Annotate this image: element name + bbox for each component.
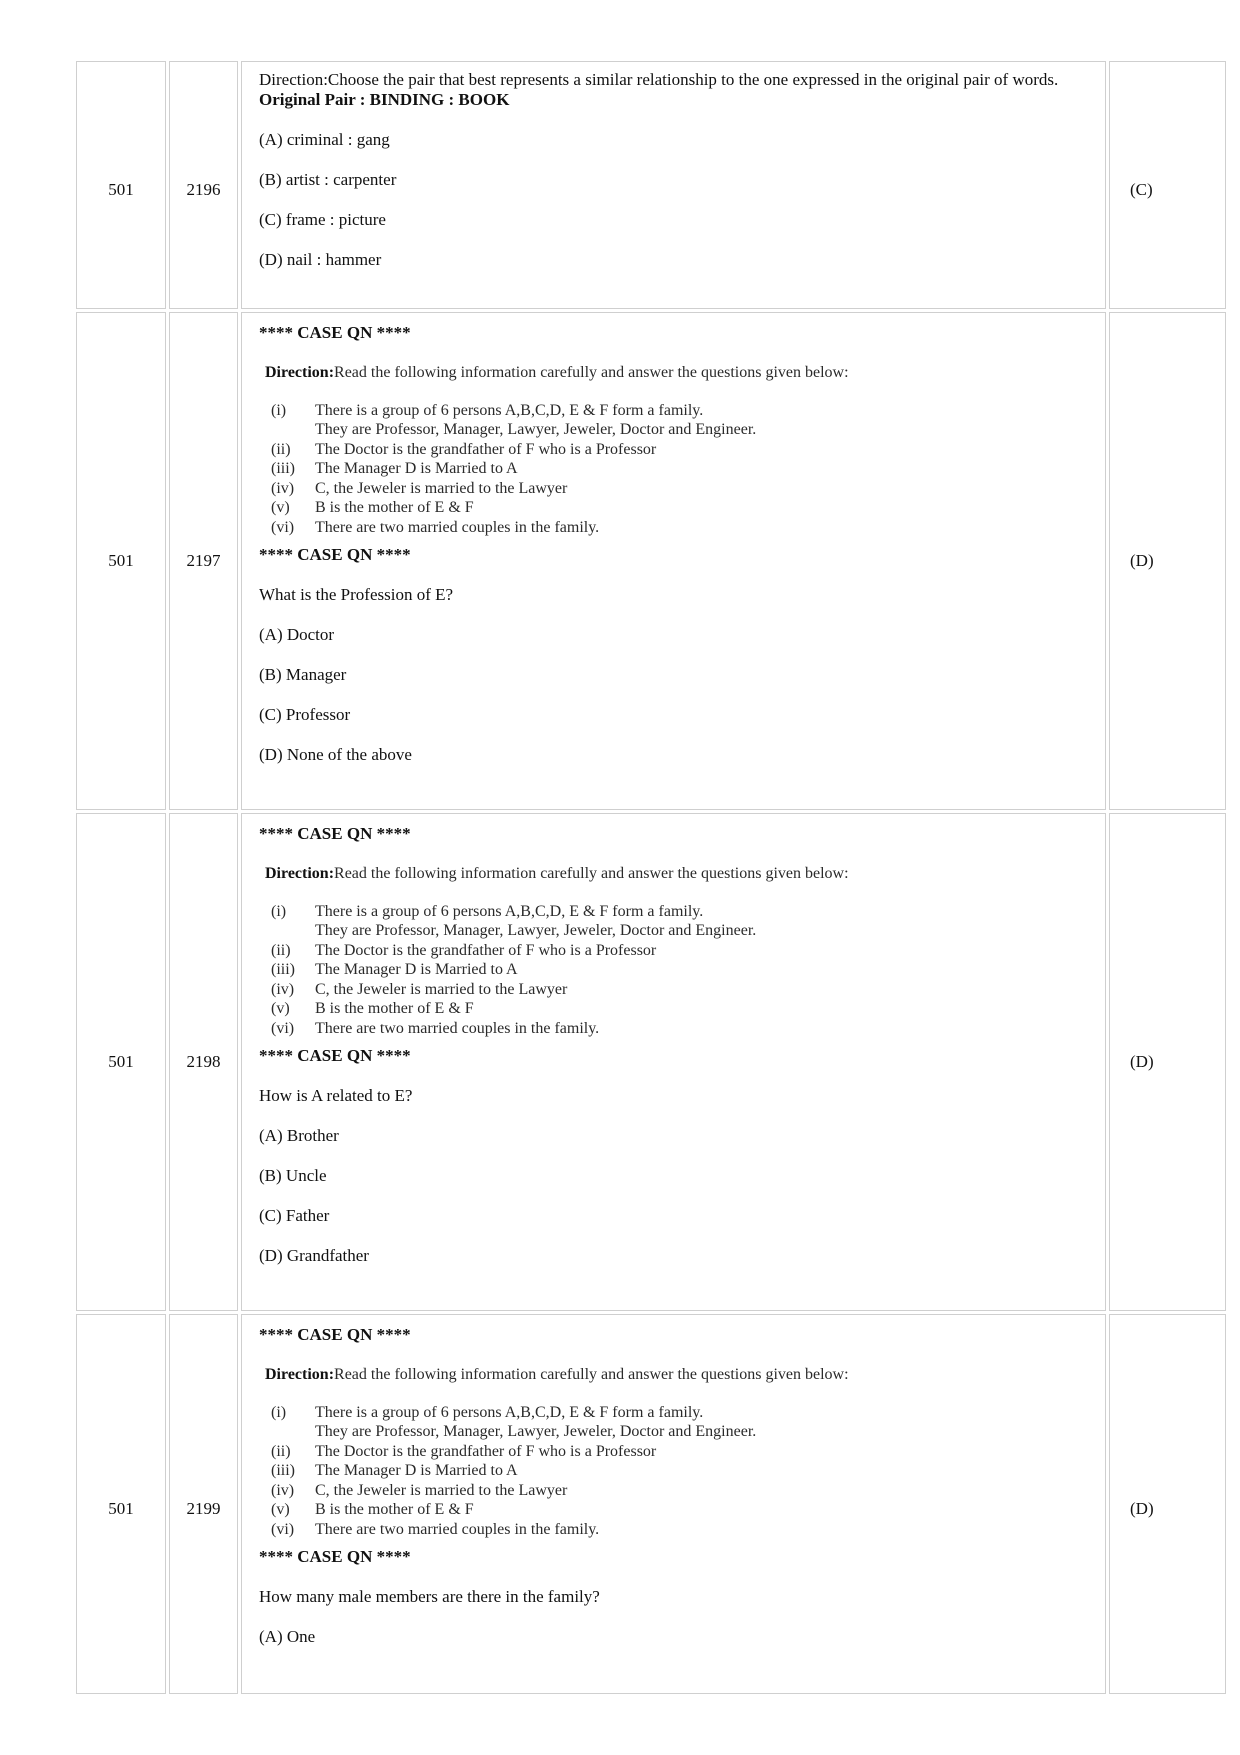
table-row bbox=[76, 61, 1226, 309]
option-b: (B) Manager bbox=[259, 665, 347, 684]
paper-code-cell: 501 bbox=[76, 813, 166, 1311]
option-a: (A) One bbox=[259, 1627, 316, 1646]
option-c: (C) Father bbox=[259, 1206, 330, 1225]
question-cell bbox=[241, 1314, 1106, 1694]
option-a: (A) Brother bbox=[259, 1126, 339, 1145]
case-info-block bbox=[265, 864, 1091, 1038]
option-b: (B) artist : carpenter bbox=[259, 170, 397, 189]
case-marker-start: **** CASE QN **** bbox=[259, 323, 411, 342]
table-row bbox=[76, 1314, 1226, 1694]
list-item: (vi) There are two married couples in the family. bbox=[271, 1019, 600, 1037]
option-c: (C) frame : picture bbox=[259, 210, 386, 229]
list-item: (v) B is the mother of E & F bbox=[271, 1501, 474, 1518]
list-item: (iii) The Manager D is Married to A bbox=[271, 460, 518, 477]
case-marker-end: **** CASE QN **** bbox=[259, 545, 411, 564]
question-id-cell: 2196 bbox=[169, 61, 238, 309]
list-item: (iii) The Manager D is Married to A bbox=[271, 1462, 518, 1479]
question-cell bbox=[241, 61, 1106, 309]
list-item: (v) B is the mother of E & F bbox=[271, 1000, 474, 1017]
list-item: (i) There is a group of 6 persons A,B,C,D, E & F form a family. bbox=[271, 1403, 704, 1421]
answer-cell: (D) bbox=[1109, 1314, 1226, 1694]
case-direction: Direction:Read the following information carefully and answer the questions given below: bbox=[265, 364, 849, 381]
list-item: They are Professor, Manager, Lawyer, Jeweler, Doctor and Engineer. bbox=[315, 922, 757, 939]
case-direction: Direction:Read the following information carefully and answer the questions given below: bbox=[265, 1366, 849, 1383]
question-cell bbox=[241, 813, 1106, 1311]
list-item: They are Professor, Manager, Lawyer, Jeweler, Doctor and Engineer. bbox=[315, 421, 757, 438]
case-info-block bbox=[265, 363, 1091, 537]
table-row bbox=[76, 312, 1226, 810]
question-id-cell: 2197 bbox=[169, 312, 238, 810]
question-stem: How is A related to E? bbox=[259, 1086, 413, 1105]
question-id-cell: 2199 bbox=[169, 1314, 238, 1694]
case-direction: Direction:Read the following information carefully and answer the questions given below: bbox=[265, 865, 849, 882]
list-item: (vi) There are two married couples in the family. bbox=[271, 518, 600, 536]
list-item: (ii) The Doctor is the grandfather of F who is a Professor bbox=[271, 440, 657, 458]
answer-cell: (D) bbox=[1109, 813, 1226, 1311]
option-d: (D) None of the above bbox=[259, 745, 412, 764]
list-item: (iv) C, the Jeweler is married to the Lawyer bbox=[271, 980, 568, 998]
question-cell bbox=[241, 312, 1106, 810]
paper-code-cell: 501 bbox=[76, 312, 166, 810]
option-d: (D) nail : hammer bbox=[259, 250, 382, 269]
table-row bbox=[76, 813, 1226, 1311]
option-b: (B) Uncle bbox=[259, 1166, 327, 1185]
list-item: (iii) The Manager D is Married to A bbox=[271, 961, 518, 978]
case-info-block bbox=[265, 1365, 1091, 1539]
case-info-list bbox=[265, 1403, 1091, 1540]
question-stem: What is the Profession of E? bbox=[259, 585, 454, 604]
case-marker-end: **** CASE QN **** bbox=[259, 1547, 411, 1566]
option-a: (A) Doctor bbox=[259, 625, 335, 644]
list-item: (v) B is the mother of E & F bbox=[271, 499, 474, 516]
list-item: (iv) C, the Jeweler is married to the Lawyer bbox=[271, 1481, 568, 1499]
paper-code-cell: 501 bbox=[76, 1314, 166, 1694]
case-info-list bbox=[265, 401, 1091, 538]
original-pair: Original Pair : BINDING : BOOK bbox=[259, 90, 510, 109]
case-marker-start: **** CASE QN **** bbox=[259, 824, 411, 843]
question-stem: How many male members are there in the family? bbox=[259, 1587, 600, 1606]
paper-code-cell: 501 bbox=[76, 61, 166, 309]
list-item: (i) There is a group of 6 persons A,B,C,D, E & F form a family. bbox=[271, 902, 704, 920]
option-d: (D) Grandfather bbox=[259, 1246, 369, 1265]
list-item: (ii) The Doctor is the grandfather of F who is a Professor bbox=[271, 941, 657, 959]
question-table bbox=[73, 58, 1229, 1697]
list-item: (vi) There are two married couples in the family. bbox=[271, 1520, 600, 1538]
answer-cell: (C) bbox=[1109, 61, 1226, 309]
list-item: (iv) C, the Jeweler is married to the Lawyer bbox=[271, 479, 568, 497]
case-info-list bbox=[265, 902, 1091, 1039]
answer-cell: (D) bbox=[1109, 312, 1226, 810]
direction-text: Direction:Choose the pair that best represents a similar relationship to the one expressed in the original pair of words. bbox=[259, 70, 1059, 89]
list-item: They are Professor, Manager, Lawyer, Jeweler, Doctor and Engineer. bbox=[315, 1423, 757, 1440]
list-item: (i) There is a group of 6 persons A,B,C,D, E & F form a family. bbox=[271, 401, 704, 419]
question-page bbox=[73, 58, 1169, 1697]
option-a: (A) criminal : gang bbox=[259, 130, 390, 149]
case-marker-end: **** CASE QN **** bbox=[259, 1046, 411, 1065]
option-c: (C) Professor bbox=[259, 705, 351, 724]
list-item: (ii) The Doctor is the grandfather of F who is a Professor bbox=[271, 1442, 657, 1460]
question-id-cell: 2198 bbox=[169, 813, 238, 1311]
case-marker-start: **** CASE QN **** bbox=[259, 1325, 411, 1344]
